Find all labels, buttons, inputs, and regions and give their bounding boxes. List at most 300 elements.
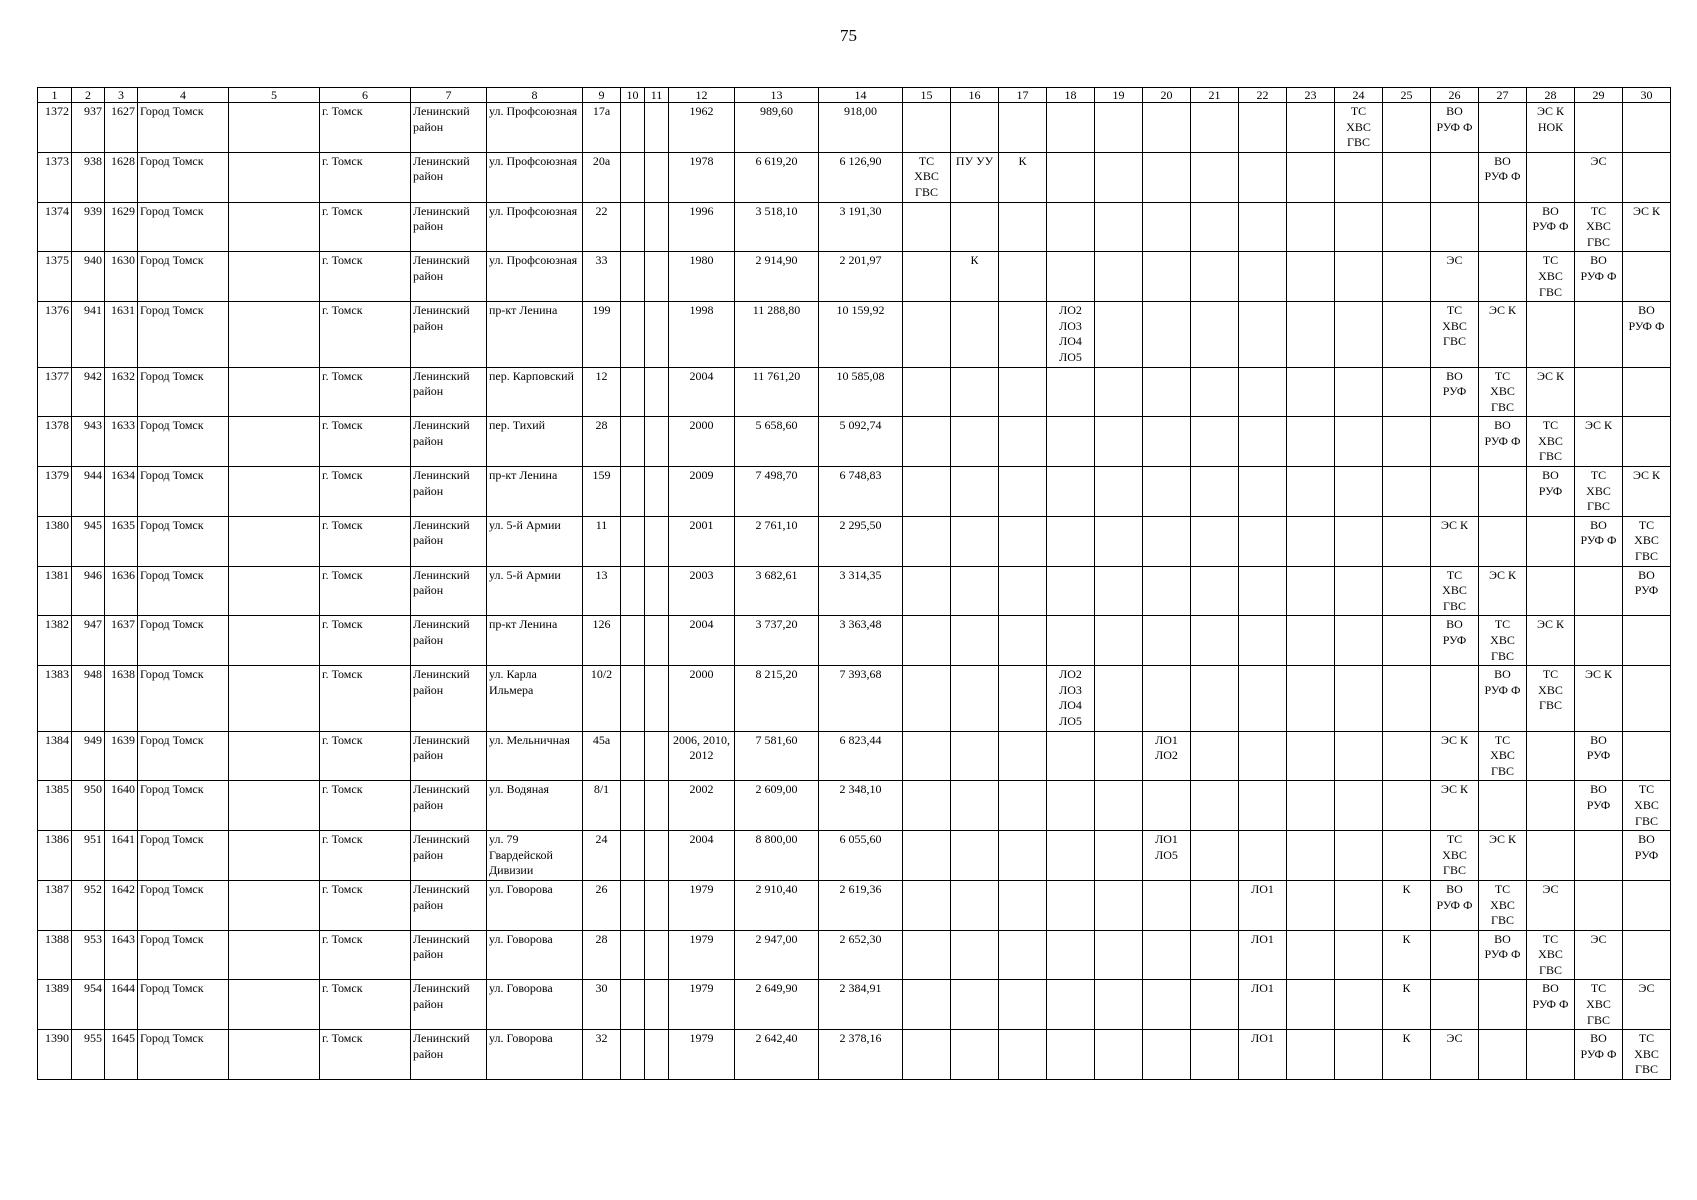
cell-col-5 xyxy=(229,566,320,616)
cell-col-30 xyxy=(1623,417,1671,467)
column-header-26: 26 xyxy=(1431,88,1479,103)
cell-col-29 xyxy=(1575,616,1623,666)
cell-col-8: ул. Профсоюзная xyxy=(487,103,583,153)
cell-col-12: 2001 xyxy=(669,516,735,566)
cell-col-24 xyxy=(1335,152,1383,202)
cell-col-8: ул. Профсоюзная xyxy=(487,252,583,302)
cell-col-25 xyxy=(1383,152,1431,202)
cell-col-18 xyxy=(1047,1030,1095,1080)
cell-col-21 xyxy=(1191,566,1239,616)
cell-col-4: Город Томск xyxy=(138,1030,229,1080)
cell-col-27 xyxy=(1479,781,1527,831)
cell-col-24 xyxy=(1335,566,1383,616)
cell-col-27: ВО РУФ Ф xyxy=(1479,152,1527,202)
cell-col-29: ВО РУФ Ф xyxy=(1575,252,1623,302)
cell-col-28 xyxy=(1527,516,1575,566)
cell-col-7: Ленинский район xyxy=(411,417,487,467)
cell-col-30: ЭС К xyxy=(1623,202,1671,252)
cell-col-9: 11 xyxy=(583,516,621,566)
cell-col-17 xyxy=(999,103,1047,153)
cell-col-16 xyxy=(951,880,999,930)
cell-col-16 xyxy=(951,417,999,467)
cell-col-26: ВО РУФ xyxy=(1431,367,1479,417)
cell-col-1: 1389 xyxy=(38,980,72,1030)
cell-col-12: 2004 xyxy=(669,616,735,666)
cell-col-9: 24 xyxy=(583,831,621,881)
cell-col-12: 2004 xyxy=(669,831,735,881)
cell-col-25 xyxy=(1383,302,1431,367)
cell-col-5 xyxy=(229,467,320,517)
cell-col-19 xyxy=(1095,302,1143,367)
cell-col-24: ТС ХВС ГВС xyxy=(1335,103,1383,153)
cell-col-12: 2000 xyxy=(669,417,735,467)
cell-col-14: 6 055,60 xyxy=(819,831,903,881)
table-row xyxy=(38,930,1671,980)
cell-col-24 xyxy=(1335,930,1383,980)
cell-col-28: ЭС xyxy=(1527,880,1575,930)
cell-col-11 xyxy=(645,202,669,252)
cell-col-19 xyxy=(1095,417,1143,467)
cell-col-17 xyxy=(999,467,1047,517)
cell-col-27: ТС ХВС ГВС xyxy=(1479,616,1527,666)
column-header-23: 23 xyxy=(1287,88,1335,103)
cell-col-29 xyxy=(1575,103,1623,153)
cell-col-3: 1638 xyxy=(105,666,138,731)
cell-col-14: 6 748,83 xyxy=(819,467,903,517)
cell-col-25 xyxy=(1383,731,1431,781)
cell-col-11 xyxy=(645,831,669,881)
cell-col-7: Ленинский район xyxy=(411,202,487,252)
cell-col-12: 1980 xyxy=(669,252,735,302)
cell-col-11 xyxy=(645,103,669,153)
cell-col-15 xyxy=(903,252,951,302)
cell-col-20 xyxy=(1143,666,1191,731)
cell-col-9: 17а xyxy=(583,103,621,153)
cell-col-30: ВО РУФ xyxy=(1623,831,1671,881)
cell-col-2: 950 xyxy=(72,781,105,831)
cell-col-22 xyxy=(1239,302,1287,367)
cell-col-11 xyxy=(645,367,669,417)
cell-col-1: 1386 xyxy=(38,831,72,881)
cell-col-17 xyxy=(999,417,1047,467)
cell-col-16 xyxy=(951,1030,999,1080)
cell-col-9: 20а xyxy=(583,152,621,202)
cell-col-14: 6 823,44 xyxy=(819,731,903,781)
cell-col-6: г. Томск xyxy=(320,516,411,566)
cell-col-25: К xyxy=(1383,1030,1431,1080)
table-row xyxy=(38,367,1671,417)
cell-col-3: 1631 xyxy=(105,302,138,367)
cell-col-7: Ленинский район xyxy=(411,616,487,666)
cell-col-28: ТС ХВС ГВС xyxy=(1527,252,1575,302)
cell-col-13: 3 518,10 xyxy=(735,202,819,252)
cell-col-26: ВО РУФ Ф xyxy=(1431,880,1479,930)
cell-col-8: пр-кт Ленина xyxy=(487,616,583,666)
table-row xyxy=(38,616,1671,666)
cell-col-10 xyxy=(621,417,645,467)
column-header-4: 4 xyxy=(138,88,229,103)
cell-col-30 xyxy=(1623,930,1671,980)
cell-col-26: ТС ХВС ГВС xyxy=(1431,302,1479,367)
cell-col-7: Ленинский район xyxy=(411,980,487,1030)
cell-col-12: 1996 xyxy=(669,202,735,252)
cell-col-21 xyxy=(1191,103,1239,153)
cell-col-26: ТС ХВС ГВС xyxy=(1431,566,1479,616)
cell-col-22 xyxy=(1239,103,1287,153)
cell-col-15: ТС ХВС ГВС xyxy=(903,152,951,202)
cell-col-30 xyxy=(1623,152,1671,202)
cell-col-17 xyxy=(999,930,1047,980)
cell-col-11 xyxy=(645,781,669,831)
cell-col-29: ТС ХВС ГВС xyxy=(1575,467,1623,517)
cell-col-10 xyxy=(621,516,645,566)
table-row xyxy=(38,103,1671,153)
cell-col-8: пер. Карповский xyxy=(487,367,583,417)
cell-col-7: Ленинский район xyxy=(411,666,487,731)
cell-col-16 xyxy=(951,731,999,781)
cell-col-23 xyxy=(1287,417,1335,467)
cell-col-20 xyxy=(1143,930,1191,980)
column-header-27: 27 xyxy=(1479,88,1527,103)
table-row xyxy=(38,202,1671,252)
cell-col-23 xyxy=(1287,202,1335,252)
cell-col-13: 2 910,40 xyxy=(735,880,819,930)
cell-col-5 xyxy=(229,417,320,467)
cell-col-20 xyxy=(1143,880,1191,930)
cell-col-15 xyxy=(903,831,951,881)
cell-col-25 xyxy=(1383,566,1431,616)
cell-col-7: Ленинский район xyxy=(411,781,487,831)
cell-col-13: 2 761,10 xyxy=(735,516,819,566)
cell-col-23 xyxy=(1287,1030,1335,1080)
column-header-28: 28 xyxy=(1527,88,1575,103)
cell-col-26: ВО РУФ xyxy=(1431,616,1479,666)
cell-col-7: Ленинский район xyxy=(411,831,487,881)
cell-col-9: 126 xyxy=(583,616,621,666)
cell-col-21 xyxy=(1191,367,1239,417)
cell-col-15 xyxy=(903,566,951,616)
cell-col-30 xyxy=(1623,731,1671,781)
cell-col-6: г. Томск xyxy=(320,930,411,980)
table-row xyxy=(38,252,1671,302)
cell-col-18 xyxy=(1047,980,1095,1030)
cell-col-23 xyxy=(1287,930,1335,980)
cell-col-29: ЭС К xyxy=(1575,417,1623,467)
cell-col-16 xyxy=(951,781,999,831)
cell-col-4: Город Томск xyxy=(138,831,229,881)
cell-col-7: Ленинский район xyxy=(411,566,487,616)
cell-col-19 xyxy=(1095,831,1143,881)
cell-col-6: г. Томск xyxy=(320,831,411,881)
cell-col-30: ЭС К xyxy=(1623,467,1671,517)
cell-col-4: Город Томск xyxy=(138,616,229,666)
cell-col-13: 2 609,00 xyxy=(735,781,819,831)
cell-col-18 xyxy=(1047,202,1095,252)
table-row xyxy=(38,302,1671,367)
cell-col-4: Город Томск xyxy=(138,880,229,930)
cell-col-11 xyxy=(645,467,669,517)
cell-col-11 xyxy=(645,566,669,616)
cell-col-5 xyxy=(229,252,320,302)
cell-col-25 xyxy=(1383,252,1431,302)
cell-col-27: ТС ХВС ГВС xyxy=(1479,367,1527,417)
cell-col-19 xyxy=(1095,930,1143,980)
housing-register-table xyxy=(37,87,1671,1080)
cell-col-4: Город Томск xyxy=(138,467,229,517)
cell-col-22 xyxy=(1239,467,1287,517)
cell-col-20 xyxy=(1143,467,1191,517)
cell-col-8: ул. Профсоюзная xyxy=(487,152,583,202)
cell-col-12: 2003 xyxy=(669,566,735,616)
cell-col-11 xyxy=(645,980,669,1030)
cell-col-20 xyxy=(1143,417,1191,467)
cell-col-18 xyxy=(1047,417,1095,467)
cell-col-22 xyxy=(1239,202,1287,252)
cell-col-19 xyxy=(1095,252,1143,302)
cell-col-8: ул. Мельничная xyxy=(487,731,583,781)
cell-col-4: Город Томск xyxy=(138,516,229,566)
cell-col-14: 2 619,36 xyxy=(819,880,903,930)
cell-col-18 xyxy=(1047,930,1095,980)
cell-col-24 xyxy=(1335,616,1383,666)
cell-col-6: г. Томск xyxy=(320,302,411,367)
cell-col-23 xyxy=(1287,616,1335,666)
cell-col-3: 1628 xyxy=(105,152,138,202)
cell-col-10 xyxy=(621,616,645,666)
cell-col-23 xyxy=(1287,781,1335,831)
cell-col-24 xyxy=(1335,831,1383,881)
column-header-8: 8 xyxy=(487,88,583,103)
cell-col-12: 2006, 2010, 2012 xyxy=(669,731,735,781)
cell-col-29: ТС ХВС ГВС xyxy=(1575,980,1623,1030)
cell-col-5 xyxy=(229,831,320,881)
cell-col-10 xyxy=(621,467,645,517)
cell-col-15 xyxy=(903,202,951,252)
cell-col-22: ЛО1 xyxy=(1239,1030,1287,1080)
cell-col-13: 8 215,20 xyxy=(735,666,819,731)
cell-col-19 xyxy=(1095,566,1143,616)
cell-col-6: г. Томск xyxy=(320,781,411,831)
cell-col-15 xyxy=(903,880,951,930)
cell-col-22 xyxy=(1239,367,1287,417)
cell-col-5 xyxy=(229,616,320,666)
cell-col-1: 1382 xyxy=(38,616,72,666)
cell-col-19 xyxy=(1095,781,1143,831)
cell-col-8: ул. 5-й Армии xyxy=(487,566,583,616)
cell-col-4: Город Томск xyxy=(138,152,229,202)
table-row xyxy=(38,980,1671,1030)
cell-col-25: К xyxy=(1383,880,1431,930)
cell-col-4: Город Томск xyxy=(138,666,229,731)
cell-col-15 xyxy=(903,930,951,980)
cell-col-2: 949 xyxy=(72,731,105,781)
cell-col-6: г. Томск xyxy=(320,980,411,1030)
cell-col-30 xyxy=(1623,252,1671,302)
cell-col-28: ТС ХВС ГВС xyxy=(1527,417,1575,467)
cell-col-27: ВО РУФ Ф xyxy=(1479,417,1527,467)
cell-col-1: 1384 xyxy=(38,731,72,781)
cell-col-20 xyxy=(1143,566,1191,616)
cell-col-13: 11 761,20 xyxy=(735,367,819,417)
cell-col-21 xyxy=(1191,616,1239,666)
cell-col-22: ЛО1 xyxy=(1239,880,1287,930)
cell-col-22 xyxy=(1239,616,1287,666)
cell-col-24 xyxy=(1335,666,1383,731)
cell-col-3: 1629 xyxy=(105,202,138,252)
cell-col-5 xyxy=(229,302,320,367)
cell-col-23 xyxy=(1287,566,1335,616)
cell-col-9: 26 xyxy=(583,880,621,930)
cell-col-26: ЭС К xyxy=(1431,516,1479,566)
cell-col-20 xyxy=(1143,152,1191,202)
cell-col-5 xyxy=(229,367,320,417)
cell-col-1: 1376 xyxy=(38,302,72,367)
cell-col-22 xyxy=(1239,516,1287,566)
cell-col-14: 2 652,30 xyxy=(819,930,903,980)
cell-col-5 xyxy=(229,1030,320,1080)
cell-col-10 xyxy=(621,880,645,930)
cell-col-6: г. Томск xyxy=(320,152,411,202)
cell-col-16 xyxy=(951,980,999,1030)
cell-col-30 xyxy=(1623,367,1671,417)
cell-col-26 xyxy=(1431,202,1479,252)
cell-col-10 xyxy=(621,252,645,302)
cell-col-3: 1639 xyxy=(105,731,138,781)
cell-col-26: ТС ХВС ГВС xyxy=(1431,831,1479,881)
cell-col-17 xyxy=(999,781,1047,831)
cell-col-3: 1641 xyxy=(105,831,138,881)
cell-col-4: Город Томск xyxy=(138,930,229,980)
cell-col-22 xyxy=(1239,666,1287,731)
cell-col-2: 951 xyxy=(72,831,105,881)
cell-col-21 xyxy=(1191,252,1239,302)
cell-col-7: Ленинский район xyxy=(411,1030,487,1080)
cell-col-13: 11 288,80 xyxy=(735,302,819,367)
cell-col-14: 5 092,74 xyxy=(819,417,903,467)
cell-col-27 xyxy=(1479,202,1527,252)
column-header-15: 15 xyxy=(903,88,951,103)
cell-col-10 xyxy=(621,566,645,616)
cell-col-12: 2000 xyxy=(669,666,735,731)
cell-col-22: ЛО1 xyxy=(1239,980,1287,1030)
cell-col-10 xyxy=(621,731,645,781)
column-header-17: 17 xyxy=(999,88,1047,103)
cell-col-28: ВО РУФ Ф xyxy=(1527,980,1575,1030)
cell-col-12: 2009 xyxy=(669,467,735,517)
cell-col-20 xyxy=(1143,781,1191,831)
cell-col-28: ТС ХВС ГВС xyxy=(1527,666,1575,731)
cell-col-11 xyxy=(645,1030,669,1080)
cell-col-9: 13 xyxy=(583,566,621,616)
column-header-16: 16 xyxy=(951,88,999,103)
cell-col-15 xyxy=(903,980,951,1030)
cell-col-15 xyxy=(903,103,951,153)
cell-col-3: 1637 xyxy=(105,616,138,666)
cell-col-27: ЭС К xyxy=(1479,566,1527,616)
column-header-2: 2 xyxy=(72,88,105,103)
cell-col-4: Город Томск xyxy=(138,781,229,831)
cell-col-20 xyxy=(1143,516,1191,566)
cell-col-1: 1374 xyxy=(38,202,72,252)
cell-col-30 xyxy=(1623,616,1671,666)
cell-col-28 xyxy=(1527,152,1575,202)
cell-col-1: 1372 xyxy=(38,103,72,153)
cell-col-23 xyxy=(1287,252,1335,302)
cell-col-10 xyxy=(621,831,645,881)
cell-col-18 xyxy=(1047,516,1095,566)
cell-col-12: 2002 xyxy=(669,781,735,831)
cell-col-25 xyxy=(1383,516,1431,566)
cell-col-17 xyxy=(999,516,1047,566)
cell-col-5 xyxy=(229,781,320,831)
cell-col-30: ТС ХВС ГВС xyxy=(1623,1030,1671,1080)
cell-col-21 xyxy=(1191,666,1239,731)
cell-col-21 xyxy=(1191,152,1239,202)
cell-col-28 xyxy=(1527,1030,1575,1080)
cell-col-3: 1634 xyxy=(105,467,138,517)
cell-col-8: ул. Водяная xyxy=(487,781,583,831)
cell-col-12: 1979 xyxy=(669,980,735,1030)
cell-col-21 xyxy=(1191,467,1239,517)
cell-col-19 xyxy=(1095,880,1143,930)
cell-col-26: ЭС xyxy=(1431,252,1479,302)
table-row xyxy=(38,467,1671,517)
cell-col-27: ТС ХВС ГВС xyxy=(1479,880,1527,930)
cell-col-7: Ленинский район xyxy=(411,731,487,781)
cell-col-9: 159 xyxy=(583,467,621,517)
cell-col-3: 1635 xyxy=(105,516,138,566)
cell-col-25 xyxy=(1383,202,1431,252)
cell-col-12: 2004 xyxy=(669,367,735,417)
cell-col-10 xyxy=(621,930,645,980)
cell-col-6: г. Томск xyxy=(320,731,411,781)
cell-col-10 xyxy=(621,103,645,153)
cell-col-22 xyxy=(1239,831,1287,881)
cell-col-4: Город Томск xyxy=(138,103,229,153)
cell-col-6: г. Томск xyxy=(320,566,411,616)
cell-col-2: 942 xyxy=(72,367,105,417)
cell-col-3: 1642 xyxy=(105,880,138,930)
cell-col-20 xyxy=(1143,1030,1191,1080)
cell-col-14: 10 585,08 xyxy=(819,367,903,417)
table-row xyxy=(38,880,1671,930)
cell-col-28 xyxy=(1527,731,1575,781)
cell-col-21 xyxy=(1191,516,1239,566)
cell-col-28: ВО РУФ Ф xyxy=(1527,202,1575,252)
cell-col-22 xyxy=(1239,152,1287,202)
cell-col-14: 6 126,90 xyxy=(819,152,903,202)
cell-col-10 xyxy=(621,781,645,831)
cell-col-26: ЭС xyxy=(1431,1030,1479,1080)
cell-col-9: 45а xyxy=(583,731,621,781)
cell-col-16 xyxy=(951,666,999,731)
cell-col-2: 952 xyxy=(72,880,105,930)
cell-col-29: ВО РУФ Ф xyxy=(1575,1030,1623,1080)
cell-col-30 xyxy=(1623,666,1671,731)
cell-col-17 xyxy=(999,252,1047,302)
cell-col-21 xyxy=(1191,1030,1239,1080)
column-header-14: 14 xyxy=(819,88,903,103)
cell-col-27: ВО РУФ Ф xyxy=(1479,666,1527,731)
cell-col-12: 1962 xyxy=(669,103,735,153)
cell-col-29: ЭС К xyxy=(1575,666,1623,731)
cell-col-18 xyxy=(1047,880,1095,930)
cell-col-18 xyxy=(1047,566,1095,616)
cell-col-10 xyxy=(621,302,645,367)
cell-col-21 xyxy=(1191,202,1239,252)
cell-col-9: 33 xyxy=(583,252,621,302)
cell-col-15 xyxy=(903,616,951,666)
